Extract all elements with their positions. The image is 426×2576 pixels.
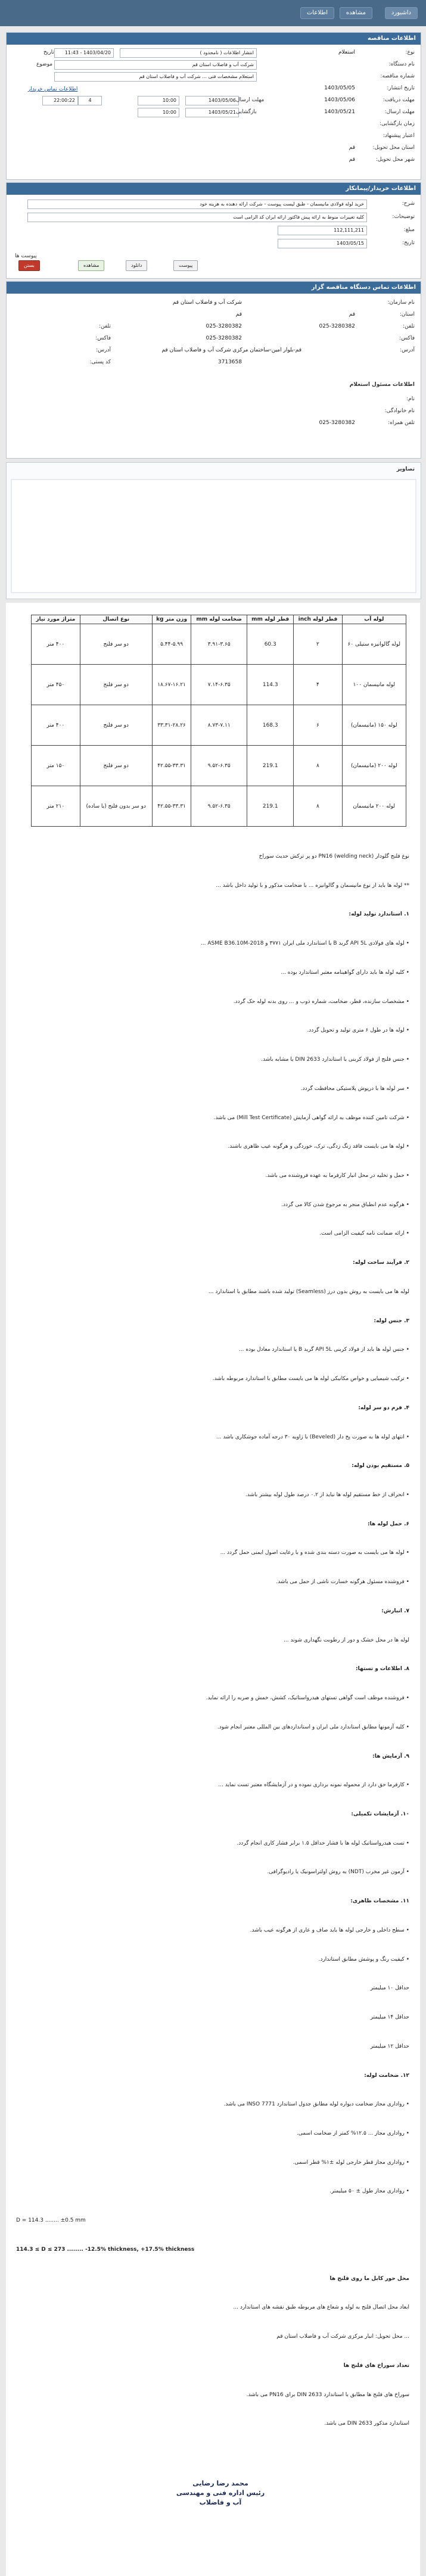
signer-name: محمد رضا رضایی: [192, 2480, 248, 2487]
table-row: [32, 786, 406, 827]
doc-line: تعداد سوراخ های فلنج ها: [343, 2363, 409, 2369]
contact-org-name: شرکت آب و فاضلاب استان قم: [172, 300, 242, 306]
docs-row-1-value[interactable]: خرید لوله فولادی مانیسمان - طبق لیست پیوست - شرکت ارائه دهنده به هزینه خود: [27, 200, 367, 209]
contact-panel-title: اطلاعات تماس دستگاه مناقصه گزار: [7, 282, 421, 294]
docs-row-4-value[interactable]: 1403/05/15: [278, 239, 367, 248]
deadline-date-field[interactable]: 1403/05/06: [185, 96, 239, 105]
doc-line: • لوله ها می بایست فاقد زنگ زدگی، ترک، خوردگی و هرگونه عیب ظاهری باشند.: [228, 1144, 409, 1150]
doc-line: • لوله ها در طول ۶ متری تولید و تحویل گردد.: [307, 1027, 409, 1033]
doc-line: ۸. اطلاعات و تستها:: [355, 1666, 409, 1672]
cell: ۲۱۰ متر: [32, 786, 80, 827]
doc-line: • شرکت تامین کننده موظف به ارائه گواهی آزمایش (Mill Test Certificate) می باشد.: [213, 1115, 409, 1121]
cell: ۷.۱۴-۶.۳۵: [191, 665, 247, 705]
label-opening-time: زمان بازگشایی:: [379, 121, 415, 127]
close-button[interactable]: بستن: [18, 260, 40, 271]
doc-line: • هرگونه عدم انطباق منجر به مرجوع شدن کالا می گردد.: [281, 1202, 409, 1208]
cell: ۸.۷۳-۷.۱۱: [191, 705, 247, 746]
contact-left-address: قم-بلوار امین-ساختمان مرکزی شرکت آب و فاضلاب استان قم: [161, 347, 301, 353]
doc-line: • لوله ها می بایست به صورت دسته بندی شده و با رعایت اصول ایمنی حمل گردد ...: [220, 1550, 409, 1556]
contact-left-phone: 025-3280382: [206, 323, 242, 329]
opening-time-field[interactable]: 10:00: [138, 108, 179, 117]
price-time-field[interactable]: 22:00:22: [42, 96, 78, 105]
label-province: استان محل تحویل:: [372, 145, 415, 151]
label-type: نوع:: [405, 49, 415, 55]
pipe-spec-table: [31, 615, 406, 827]
doc-line: • فروشنده موظف است گواهی تستهای هیدرواستاتیک، کشش، خمش و ضربه را ارائه نماید.: [206, 1695, 409, 1701]
buyer-contact-link[interactable]: اطلاعات تماس خریدار: [28, 86, 78, 92]
label-validity: اعتبار پیشنهاد:: [383, 133, 415, 139]
cell: ۶: [294, 705, 342, 746]
doc-line: سوراخ های فلنج ها مطابق با استاندارد DIN 2633 برای PN16 می باشد.: [246, 2392, 409, 2398]
cell: ۱۵۰ متر: [32, 746, 80, 786]
cell: ۴۲.۵۵-۳۳.۳۱: [152, 746, 191, 786]
attachments-label: پیوست ها: [15, 253, 37, 259]
cell: ۳.۹۱-۳.۶۵: [191, 624, 247, 665]
contact-label-fax: فاکس:: [399, 335, 415, 341]
cell: ۱۸.۶۷-۱۶.۲۱: [152, 665, 191, 705]
opening-label: بازگشایی: [236, 109, 257, 115]
top-nav-bar: [0, 0, 426, 26]
doc-line: • آزمون غیر مخرب (NDT) به روش اولتراسونیک یا رادیوگرافی.: [267, 1869, 409, 1875]
buyer-label-family: نام خانوادگی:: [384, 408, 415, 414]
tab-dashboard[interactable]: داشبورد: [385, 7, 418, 19]
image-gallery: [6, 462, 421, 599]
value-province: قم: [349, 145, 355, 151]
doc-line: ۲. فرآیند ساخت لوله:: [353, 1260, 409, 1266]
doc-type-field[interactable]: انتشار اطلاعات ( نامحدود ): [120, 48, 257, 58]
cell: 168.3: [247, 705, 294, 746]
cell: دو سر فلنج: [80, 705, 152, 746]
docs-row-2-value[interactable]: کلیه تغییرات منوط به ارائه پیش فاکتور ارائه ایران کد الزامی است: [27, 213, 367, 222]
deadline-time-field[interactable]: 10:00: [138, 96, 179, 105]
table-row: [32, 746, 406, 786]
doc-line: • کلیه آزمونها مطابق استاندارد ملی ایران و استانداردهای بین المللی معتبر انجام شود.: [217, 1724, 409, 1730]
cell: ۹.۵۲-۶.۳۵: [191, 746, 247, 786]
label-city: شهر محل تحویل:: [375, 157, 415, 163]
cell: لوله گالوانیزه ستیلی ۶۰: [342, 624, 406, 665]
doc-line: • جنس لوله ها باید از فولاد کربنی API 5L گرید B یا استاندارد معادل بوده ...: [238, 1347, 409, 1353]
table-row: [32, 624, 406, 665]
cell: ۸: [294, 786, 342, 827]
doc-line: • کارفرما حق دارد از محموله نمونه برداری نموده و در آزمایشگاه معتبر تست نماید ...: [218, 1782, 409, 1788]
doc-line: D = 114.3 ........ ±0.5 mm: [16, 2217, 86, 2223]
docs-row-1-label: شرح:: [402, 201, 415, 207]
doc-line: استاندارد مذکور DIN 2633 می باشد.: [324, 2421, 409, 2427]
docs-row-3-label: مبلغ:: [403, 227, 415, 233]
doc-line: حداقل ۱۴ میلیمتر: [370, 2014, 409, 2020]
signer-title: رئیس اداره فنی و مهندسی: [176, 2489, 265, 2497]
gallery-scan-preview[interactable]: [7, 477, 421, 596]
th-weight: وزن متر kg: [152, 615, 191, 624]
table-row: [32, 665, 406, 705]
doc-line: ۱. استاندارد تولید لوله:: [349, 911, 409, 917]
tender-info-panel: [6, 32, 421, 180]
doc-line: • جنس فلنج از فولاد کربنی با استاندارد DIN 2633 یا مشابه باشد.: [261, 1057, 409, 1063]
tab-view[interactable]: مشاهده: [340, 7, 372, 19]
doc-line: • رواداری مجاز طول ± ۵۰ میلیمتر.: [329, 2188, 409, 2194]
doc-line: • لوله های فولادی API 5L گرید B یا استاندارد ملی ایران ۳۷۷۱ و ASME B36.10M-2018 ...: [200, 940, 409, 946]
doc-line: • ارائه ضمانت نامه کیفیت الزامی است.: [319, 1231, 409, 1236]
doc-line: • حمل و تخلیه در محل انبار کارفرما به عهده فروشنده می باشد.: [265, 1173, 409, 1179]
docs-row-2-label: توضیحات:: [392, 214, 415, 220]
contact-label-phone: تلفن:: [403, 323, 415, 329]
cell: 219.1: [247, 746, 294, 786]
contact-value-province: قم: [349, 312, 355, 317]
scanned-document: [6, 603, 420, 2576]
docs-panel-title: اطلاعات خریدار/پیمانکار: [7, 183, 421, 195]
cell: ۸: [294, 746, 342, 786]
cell: ۴: [294, 665, 342, 705]
doc-line: حداقل ۱۰ میلیمتر: [370, 1985, 409, 1991]
doc-line: • مشخصات سازنده، قطر، ضخامت، شماره ذوب و ... روی بدنه لوله حک گردد.: [233, 999, 409, 1005]
cell: ۳۳.۳۱-۲۸.۲۶: [152, 705, 191, 746]
buyer-section-title: اطلاعات مسئول استعلام: [349, 382, 415, 388]
th-pipe: لوله آب: [342, 615, 406, 624]
docs-row-4-label: تاریخ:: [402, 240, 415, 246]
cell: ۴۰۰ متر: [32, 624, 80, 665]
contact-value-phone: 025-3280382: [319, 323, 355, 329]
subject-field[interactable]: استعلام مشخصات فنی ... شرکت آب و فاضلاب استان قم: [54, 72, 257, 82]
cell: ۲: [294, 624, 342, 665]
number-field[interactable]: 4: [78, 96, 102, 105]
buyer-docs-panel: [6, 182, 421, 279]
doc-line: نوع فلنج گلودار (welding neck) PN16 دو پر ترکش حدیث سوراخ: [259, 854, 409, 859]
label-receive-deadline: مهلت دریافت:: [383, 97, 415, 103]
contact-panel: [6, 281, 421, 459]
cell: لوله ۲۰۰ (مانیسمان): [342, 746, 406, 786]
buyer-value-mobile: 025-3280382: [319, 420, 355, 426]
download-button[interactable]: دانلود: [126, 260, 147, 271]
label-org: نام دستگاه:: [388, 61, 415, 67]
date-received-label: تاریخ: [43, 49, 54, 55]
cell: ۴۰۰ متر: [32, 705, 80, 746]
value-type: استعلام: [338, 49, 355, 55]
contact-label-org: نام سازمان:: [387, 300, 415, 306]
doc-line: لوله ها می بایست به روش بدون درز (Seamless) تولید شده باشند مطابق با استاندارد ...: [208, 1289, 409, 1295]
doc-line: • انتهای لوله ها به صورت پخ دار (Beveled) با زاویه ۳۰ درجه آماده جوشکاری باشد ...: [216, 1434, 409, 1440]
cell: دو سر فلنج: [80, 746, 152, 786]
cell: لوله مانیسمان ۱۰۰: [342, 665, 406, 705]
doc-line: ۱۱. مشخصات ظاهری:: [350, 1898, 409, 1904]
doc-line: لوله ها در محل خشک و دور از رطوبت نگهداری شوند ...: [284, 1637, 409, 1643]
attach-button[interactable]: پیوست: [173, 260, 198, 271]
doc-line: • تست هیدرواستاتیک لوله ها با فشار حداقل ۱.۵ برابر فشار کاری انجام گردد.: [237, 1840, 409, 1846]
label-publish-date: تاریخ انتشار:: [387, 85, 415, 91]
th-mm: قطر لوله mm: [247, 615, 294, 624]
doc-line: • ترکیب شیمیایی و خواص مکانیکی لوله ها می بایست مطابق با استاندارد مربوطه باشد.: [212, 1376, 409, 1382]
doc-line: • رواداری مجاز ضخامت دیواره لوله مطابق جدول استاندارد INSO 7771 می باشد.: [223, 2101, 409, 2107]
th-length: متراژ مورد نیاز: [32, 615, 80, 624]
doc-line: محل حور کابل ما روی فلنج ها: [329, 2276, 409, 2282]
cell: دو سر فلنج: [80, 665, 152, 705]
doc-line: ۹. آزمایش ها:: [372, 1753, 409, 1759]
cell: لوله ۱۵۰ (مانیسمان): [342, 705, 406, 746]
cell: دو سر بدون فلنج (یا ساده): [80, 786, 152, 827]
doc-line: ۳. جنس لوله:: [374, 1318, 409, 1324]
subject-label: موضوع: [36, 61, 53, 67]
contact-left-address-label: آدرس:: [96, 347, 111, 353]
deadline-label: مهلت ارسال: [236, 97, 265, 103]
value-send-deadline: 1403/05/21: [324, 109, 355, 115]
th-thickness: ضخامت لوله mm: [191, 615, 247, 624]
doc-line: ۶. حمل لوله ها:: [368, 1521, 409, 1527]
cell: ۹.۵۲-۶.۳۵: [191, 786, 247, 827]
doc-line: ۷. انبارش:: [381, 1608, 409, 1614]
doc-line: • کلیه لوله ها باید دارای گواهینامه معتبر استاندارد بوده ...: [281, 970, 409, 976]
th-inch: قطر لوله inch: [294, 615, 342, 624]
contact-left-phone-label: تلفن:: [99, 323, 111, 329]
doc-line: • سطح داخلی و خارجی لوله ها باید صاف و عاری از هرگونه عیب باشد.: [250, 1927, 409, 1933]
opening-date-field[interactable]: 1403/05/21: [185, 108, 239, 117]
doc-line: ۵. مستقیم بودن لوله:: [352, 1463, 409, 1469]
cell: ۵.۴۴-۵.۹۹: [152, 624, 191, 665]
doc-line: ... محل تحویل: انبار مرکزی شرکت آب و فاضلاب استان قم: [276, 2334, 409, 2340]
buyer-label-mobile: تلفن همراه:: [388, 420, 415, 426]
doc-line: ۱۲. ضخامت لوله:: [364, 2073, 409, 2079]
label-tender-number: شماره مناقصه:: [380, 73, 415, 79]
signer-subtitle: آب و فاضلاب: [199, 2499, 242, 2506]
cell: 219.1: [247, 786, 294, 827]
th-connection: نوع اتصال: [80, 615, 152, 624]
date-received-field[interactable]: 1403/04/20 - 11:43: [54, 48, 114, 58]
cell: 60.3: [247, 624, 294, 665]
panel-title: اطلاعات مناقصه: [7, 33, 421, 45]
value-city: قم: [349, 157, 355, 163]
cell: ۴۲.۵۵-۳۳.۳۱: [152, 786, 191, 827]
table-row: [32, 705, 406, 746]
contact-left-fax: 025-3280382: [206, 335, 242, 341]
doc-line: ابعاد محل اتصال فلنج به لوله و شعاع های مربوطه طبق نقشه های استاندارد ...: [233, 2304, 409, 2310]
doc-line: • رواداری مجاز قطر خارجی لوله ±۱% قطر اسمی.: [293, 2160, 409, 2166]
contact-city: قم: [235, 312, 242, 317]
signature-block: [161, 2479, 280, 2508]
doc-line: • فروشنده مسئول هرگونه خسارت ناشی از حمل می باشد.: [276, 1579, 409, 1585]
cell: 114.3: [247, 665, 294, 705]
doc-line: حداقل ۱۲ میلیمتر: [370, 2044, 409, 2049]
cell: لوله ۲۰۰ مانیسمان: [342, 786, 406, 827]
buyer-label-name: نام:: [406, 396, 415, 402]
contact-left-fax-label: فاکس:: [95, 335, 111, 341]
view-button[interactable]: مشاهده: [78, 260, 104, 271]
contact-left-postal-label: کد پستی:: [89, 359, 111, 365]
label-send-deadline: مهلت ارسال:: [384, 109, 415, 115]
org-field[interactable]: شرکت آب و فاضلاب استان قم: [54, 60, 257, 70]
contact-label-address: آدرس:: [400, 347, 415, 353]
value-receive-deadline: 1403/05/06: [324, 97, 355, 103]
doc-line: • رواداری مجاز ... ۱۲.۵% کمتر از ضخامت اسمی.: [296, 2130, 409, 2136]
value-publish-date: 1403/05/05: [324, 85, 355, 91]
doc-line: • سر لوله ها با درپوش پلاستیکی محافظت گردد.: [300, 1086, 409, 1092]
doc-line: ** لوله ها باید از نوع مانیسمان و گالوانیزه ... با ضخامت مذکور و با تولید داخل باشد ...: [216, 883, 409, 889]
doc-line: • انحراف از خط مستقیم لوله ها نباید از ۰.۲ درصد طول لوله بیشتر باشد.: [245, 1492, 409, 1498]
doc-line: ۴. فرم دو سر لوله:: [358, 1405, 409, 1411]
cell: ۴۵۰ متر: [32, 665, 80, 705]
doc-line: • کیفیت رنگ و پوشش مطابق استاندارد.: [318, 1957, 409, 1963]
doc-line: 114.3 ≤ D ≤ 273 ........ -12.5% thickness, +17.5% thickness: [16, 2247, 195, 2253]
contact-left-postal: 3713658: [217, 359, 242, 365]
doc-line: ۱۰. آزمایشات تکمیلی:: [351, 1811, 409, 1817]
gallery-title: تصاویر: [396, 466, 415, 472]
cell: دو سر فلنج: [80, 624, 152, 665]
contact-label-province: استان:: [399, 312, 415, 317]
docs-row-3-value[interactable]: 112,111,211: [278, 226, 367, 235]
tab-info[interactable]: اطلاعات: [300, 7, 334, 19]
